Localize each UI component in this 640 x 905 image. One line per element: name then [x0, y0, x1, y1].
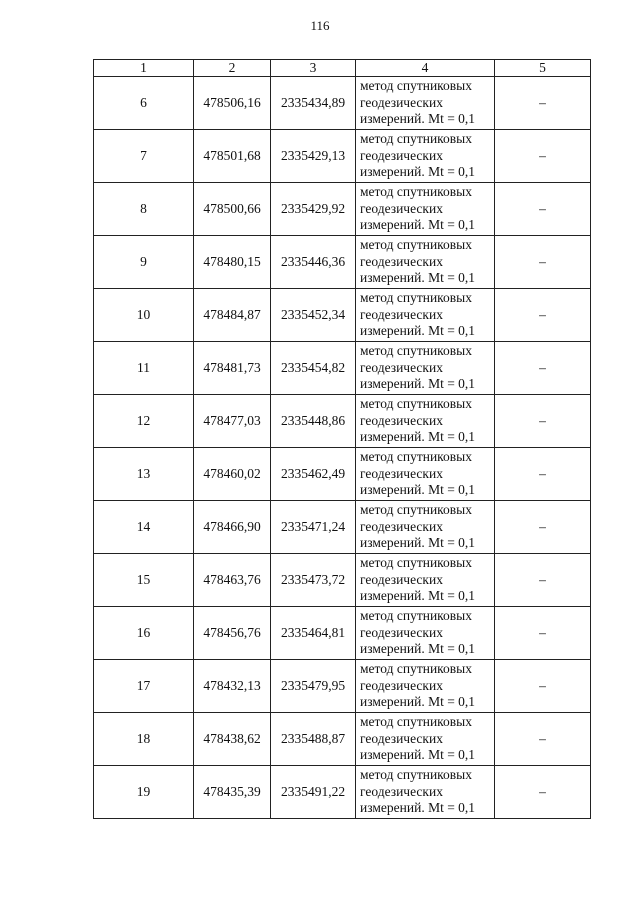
method-cell — [356, 342, 495, 395]
x-coordinate-cell: 478484,87 — [194, 289, 271, 342]
method-cell — [356, 554, 495, 607]
method-text-line: измерений. Mt = 0,1 — [360, 376, 476, 392]
x-coordinate-cell: 478438,62 — [194, 713, 271, 766]
method-text-line: измерений. Mt = 0,1 — [360, 535, 476, 551]
coordinates-table — [93, 59, 591, 819]
y-coordinate-cell: 2335471,24 — [271, 501, 356, 554]
x-coordinate-cell: 478466,90 — [194, 501, 271, 554]
method-text-line: метод спутниковых — [360, 290, 472, 306]
column-header-5: 5 — [495, 60, 591, 77]
table-row — [94, 766, 591, 819]
x-coordinate-cell: 478456,76 — [194, 607, 271, 660]
note-cell: – — [495, 183, 591, 236]
y-coordinate-cell: 2335429,13 — [271, 130, 356, 183]
method-text-line: метод спутниковых — [360, 555, 472, 571]
point-number-cell: 15 — [94, 554, 194, 607]
x-coordinate-cell: 478506,16 — [194, 77, 271, 130]
point-number-cell: 8 — [94, 183, 194, 236]
method-cell — [356, 77, 495, 130]
method-text-line: измерений. Mt = 0,1 — [360, 588, 476, 604]
method-text-line: метод спутниковых — [360, 78, 472, 94]
point-number-cell: 6 — [94, 77, 194, 130]
x-coordinate-cell: 478480,15 — [194, 236, 271, 289]
method-text-line: измерений. Mt = 0,1 — [360, 111, 476, 127]
table-row — [94, 289, 591, 342]
y-coordinate-cell: 2335446,36 — [271, 236, 356, 289]
method-text-line: метод спутниковых — [360, 237, 472, 253]
method-cell — [356, 236, 495, 289]
method-cell — [356, 289, 495, 342]
method-text-line: геодезических — [360, 147, 443, 163]
x-coordinate-cell: 478481,73 — [194, 342, 271, 395]
method-text-line: геодезических — [360, 200, 443, 216]
point-number-cell: 13 — [94, 448, 194, 501]
method-text-line: метод спутниковых — [360, 184, 472, 200]
point-number-cell: 11 — [94, 342, 194, 395]
point-number-cell: 12 — [94, 395, 194, 448]
y-coordinate-cell: 2335434,89 — [271, 77, 356, 130]
method-cell — [356, 501, 495, 554]
note-cell: – — [495, 501, 591, 554]
point-number-cell: 19 — [94, 766, 194, 819]
method-text-line: измерений. Mt = 0,1 — [360, 747, 476, 763]
point-number-cell: 14 — [94, 501, 194, 554]
table-row — [94, 448, 591, 501]
x-coordinate-cell: 478477,03 — [194, 395, 271, 448]
method-text-line: метод спутниковых — [360, 767, 472, 783]
method-text-line: измерений. Mt = 0,1 — [360, 694, 476, 710]
method-text-line: метод спутниковых — [360, 343, 472, 359]
point-number-cell: 16 — [94, 607, 194, 660]
x-coordinate-cell: 478460,02 — [194, 448, 271, 501]
method-text-line: геодезических — [360, 783, 443, 799]
method-cell — [356, 660, 495, 713]
method-cell — [356, 607, 495, 660]
table-row — [94, 77, 591, 130]
note-cell: – — [495, 342, 591, 395]
method-text-line: метод спутниковых — [360, 661, 472, 677]
y-coordinate-cell: 2335448,86 — [271, 395, 356, 448]
y-coordinate-cell: 2335454,82 — [271, 342, 356, 395]
y-coordinate-cell: 2335479,95 — [271, 660, 356, 713]
y-coordinate-cell: 2335429,92 — [271, 183, 356, 236]
point-number-cell: 10 — [94, 289, 194, 342]
method-text-line: геодезических — [360, 94, 443, 110]
method-cell — [356, 395, 495, 448]
method-text-line: измерений. Mt = 0,1 — [360, 800, 476, 816]
note-cell: – — [495, 713, 591, 766]
table-row — [94, 130, 591, 183]
note-cell: – — [495, 289, 591, 342]
x-coordinate-cell: 478435,39 — [194, 766, 271, 819]
column-header-4: 4 — [356, 60, 495, 77]
method-text-line: метод спутниковых — [360, 502, 472, 518]
method-text-line: метод спутниковых — [360, 608, 472, 624]
table-row — [94, 713, 591, 766]
note-cell: – — [495, 554, 591, 607]
table-row — [94, 607, 591, 660]
column-header-2: 2 — [194, 60, 271, 77]
method-text-line: измерений. Mt = 0,1 — [360, 641, 476, 657]
method-text-line: геодезических — [360, 359, 443, 375]
y-coordinate-cell: 2335462,49 — [271, 448, 356, 501]
note-cell: – — [495, 766, 591, 819]
y-coordinate-cell: 2335491,22 — [271, 766, 356, 819]
table-row — [94, 501, 591, 554]
method-text-line: метод спутниковых — [360, 714, 472, 730]
method-text-line: геодезических — [360, 465, 443, 481]
method-text-line: измерений. Mt = 0,1 — [360, 270, 476, 286]
table-row — [94, 660, 591, 713]
method-text-line: измерений. Mt = 0,1 — [360, 217, 476, 233]
table-row — [94, 183, 591, 236]
y-coordinate-cell: 2335488,87 — [271, 713, 356, 766]
method-text-line: геодезических — [360, 624, 443, 640]
method-cell — [356, 766, 495, 819]
method-text-line: метод спутниковых — [360, 396, 472, 412]
method-text-line: геодезических — [360, 412, 443, 428]
method-text-line: геодезических — [360, 306, 443, 322]
table-row — [94, 236, 591, 289]
method-text-line: измерений. Mt = 0,1 — [360, 164, 476, 180]
y-coordinate-cell: 2335464,81 — [271, 607, 356, 660]
method-text-line: метод спутниковых — [360, 131, 472, 147]
method-text-line: метод спутниковых — [360, 449, 472, 465]
note-cell: – — [495, 607, 591, 660]
point-number-cell: 9 — [94, 236, 194, 289]
note-cell: – — [495, 77, 591, 130]
column-header-1: 1 — [94, 60, 194, 77]
table-row — [94, 342, 591, 395]
point-number-cell: 18 — [94, 713, 194, 766]
x-coordinate-cell: 478501,68 — [194, 130, 271, 183]
method-text-line: измерений. Mt = 0,1 — [360, 429, 476, 445]
method-text-line: измерений. Mt = 0,1 — [360, 323, 476, 339]
point-number-cell: 7 — [94, 130, 194, 183]
note-cell: – — [495, 236, 591, 289]
y-coordinate-cell: 2335473,72 — [271, 554, 356, 607]
method-text-line: геодезических — [360, 518, 443, 534]
note-cell: – — [495, 130, 591, 183]
note-cell: – — [495, 660, 591, 713]
method-text-line: геодезических — [360, 730, 443, 746]
table-header-row — [94, 60, 591, 77]
page-number: 116 — [310, 18, 330, 33]
x-coordinate-cell: 478432,13 — [194, 660, 271, 713]
method-cell — [356, 130, 495, 183]
method-text-line: геодезических — [360, 571, 443, 587]
point-number-cell: 17 — [94, 660, 194, 713]
method-text-line: геодезических — [360, 677, 443, 693]
x-coordinate-cell: 478463,76 — [194, 554, 271, 607]
note-cell: – — [495, 395, 591, 448]
table-row — [94, 395, 591, 448]
method-cell — [356, 448, 495, 501]
method-cell — [356, 183, 495, 236]
column-header-3: 3 — [271, 60, 356, 77]
method-text-line: измерений. Mt = 0,1 — [360, 482, 476, 498]
method-cell — [356, 713, 495, 766]
y-coordinate-cell: 2335452,34 — [271, 289, 356, 342]
note-cell: – — [495, 448, 591, 501]
table-row — [94, 554, 591, 607]
method-text-line: геодезических — [360, 253, 443, 269]
x-coordinate-cell: 478500,66 — [194, 183, 271, 236]
